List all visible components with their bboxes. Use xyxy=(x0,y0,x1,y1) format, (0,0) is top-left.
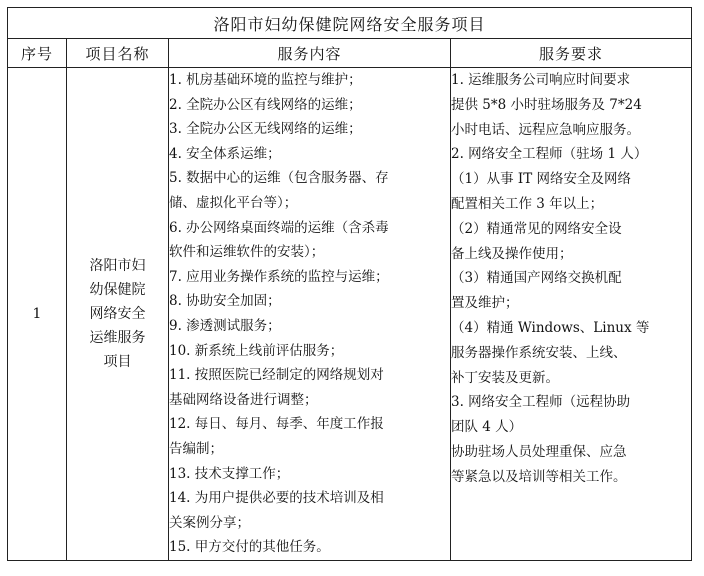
requirement-line: 置及维护； xyxy=(451,295,519,312)
content-line: 储、虚拟化平台等）； xyxy=(169,194,298,211)
requirement-line: 协助驻场人员处理重保、应急 xyxy=(451,443,627,460)
content-line: 10. 新系统上线前评估服务； xyxy=(169,342,344,359)
requirement-line: 1. 运维服务公司响应时间要求 xyxy=(451,72,631,88)
content-line: 12. 每日、每月、每季、年度工作报 xyxy=(169,416,384,433)
content-line: 7. 应用业务操作系统的监控与运维； xyxy=(169,268,389,285)
content-line: 关案例分享； xyxy=(169,514,250,531)
row-service-requirements xyxy=(451,68,692,561)
content-line: 3. 全院办公区无线网络的运维； xyxy=(169,121,362,138)
requirement-line: 3. 网络安全工程师（远程协助 xyxy=(451,394,631,411)
requirement-line: 补丁安装及更新。 xyxy=(451,369,559,386)
service-table xyxy=(7,7,692,561)
content-line: 软件和运维软件的安装）； xyxy=(169,244,325,261)
project-name-line: 洛阳市妇 xyxy=(89,257,146,274)
requirement-line: 备上线及操作使用； xyxy=(451,245,573,262)
content-line: 1. 机房基础环境的监控与维护； xyxy=(169,72,362,88)
content-line: 11. 按照医院已经制定的网络规划对 xyxy=(169,367,384,384)
content-line: 6. 办公网络桌面终端的运维（含杀毒 xyxy=(169,219,389,236)
content-line: 基础网络设备进行调整； xyxy=(169,391,318,408)
header-project-name: 项目名称 xyxy=(67,39,169,68)
requirement-line: 等紧急以及培训等相关工作。 xyxy=(451,468,627,485)
header-service-content: 服务内容 xyxy=(169,39,451,68)
content-line: 13. 技术支撑工作； xyxy=(169,465,290,482)
header-service-requirements: 服务要求 xyxy=(451,39,692,68)
requirement-line: （1）从事 IT 网络安全及网络 xyxy=(451,171,632,188)
content-line: 8. 协助安全加固； xyxy=(169,293,281,310)
header-row xyxy=(8,39,692,68)
content-line: 9. 渗透测试服务； xyxy=(169,317,281,334)
row-project-name xyxy=(67,68,169,561)
content-line: 14. 为用户提供必要的技术培训及相 xyxy=(169,490,384,507)
requirement-line: 服务器操作系统安装、上线、 xyxy=(451,344,627,361)
requirement-line: （3）精通国产网络交换机配 xyxy=(451,270,622,287)
project-name-line: 网络安全 xyxy=(89,305,146,322)
row-service-content xyxy=(169,68,451,561)
requirement-line: （4）精通 Windows、Linux 等 xyxy=(451,319,650,336)
header-seq: 序号 xyxy=(8,39,67,68)
requirement-line: 团队 4 人） xyxy=(451,419,523,436)
requirement-line: 小时电话、远程应急响应服务。 xyxy=(451,121,640,138)
project-name-line: 幼保健院 xyxy=(89,281,146,298)
requirement-line: 提供 5*8 小时驻场服务及 7*24 xyxy=(451,96,642,113)
row-seq: 1 xyxy=(8,68,67,561)
project-name-line: 项目 xyxy=(103,353,132,370)
requirement-line: （2）精通常见的网络安全设 xyxy=(451,220,622,237)
content-line: 2. 全院办公区有线网络的运维； xyxy=(169,96,362,113)
content-line: 告编制； xyxy=(169,440,223,457)
content-line: 5. 数据中心的运维（包含服务器、存 xyxy=(169,170,389,187)
project-name-line: 运维服务 xyxy=(89,329,146,346)
table-title: 洛阳市妇幼保健院网络安全服务项目 xyxy=(8,8,692,39)
requirement-line: 配置相关工作 3 年以上； xyxy=(451,195,604,212)
content-line: 4. 安全体系运维； xyxy=(169,145,281,162)
content-line: 15. 甲方交付的其他任务。 xyxy=(169,539,330,556)
table-row xyxy=(8,68,692,561)
requirement-line: 2. 网络安全工程师（驻场 1 人） xyxy=(451,146,648,163)
